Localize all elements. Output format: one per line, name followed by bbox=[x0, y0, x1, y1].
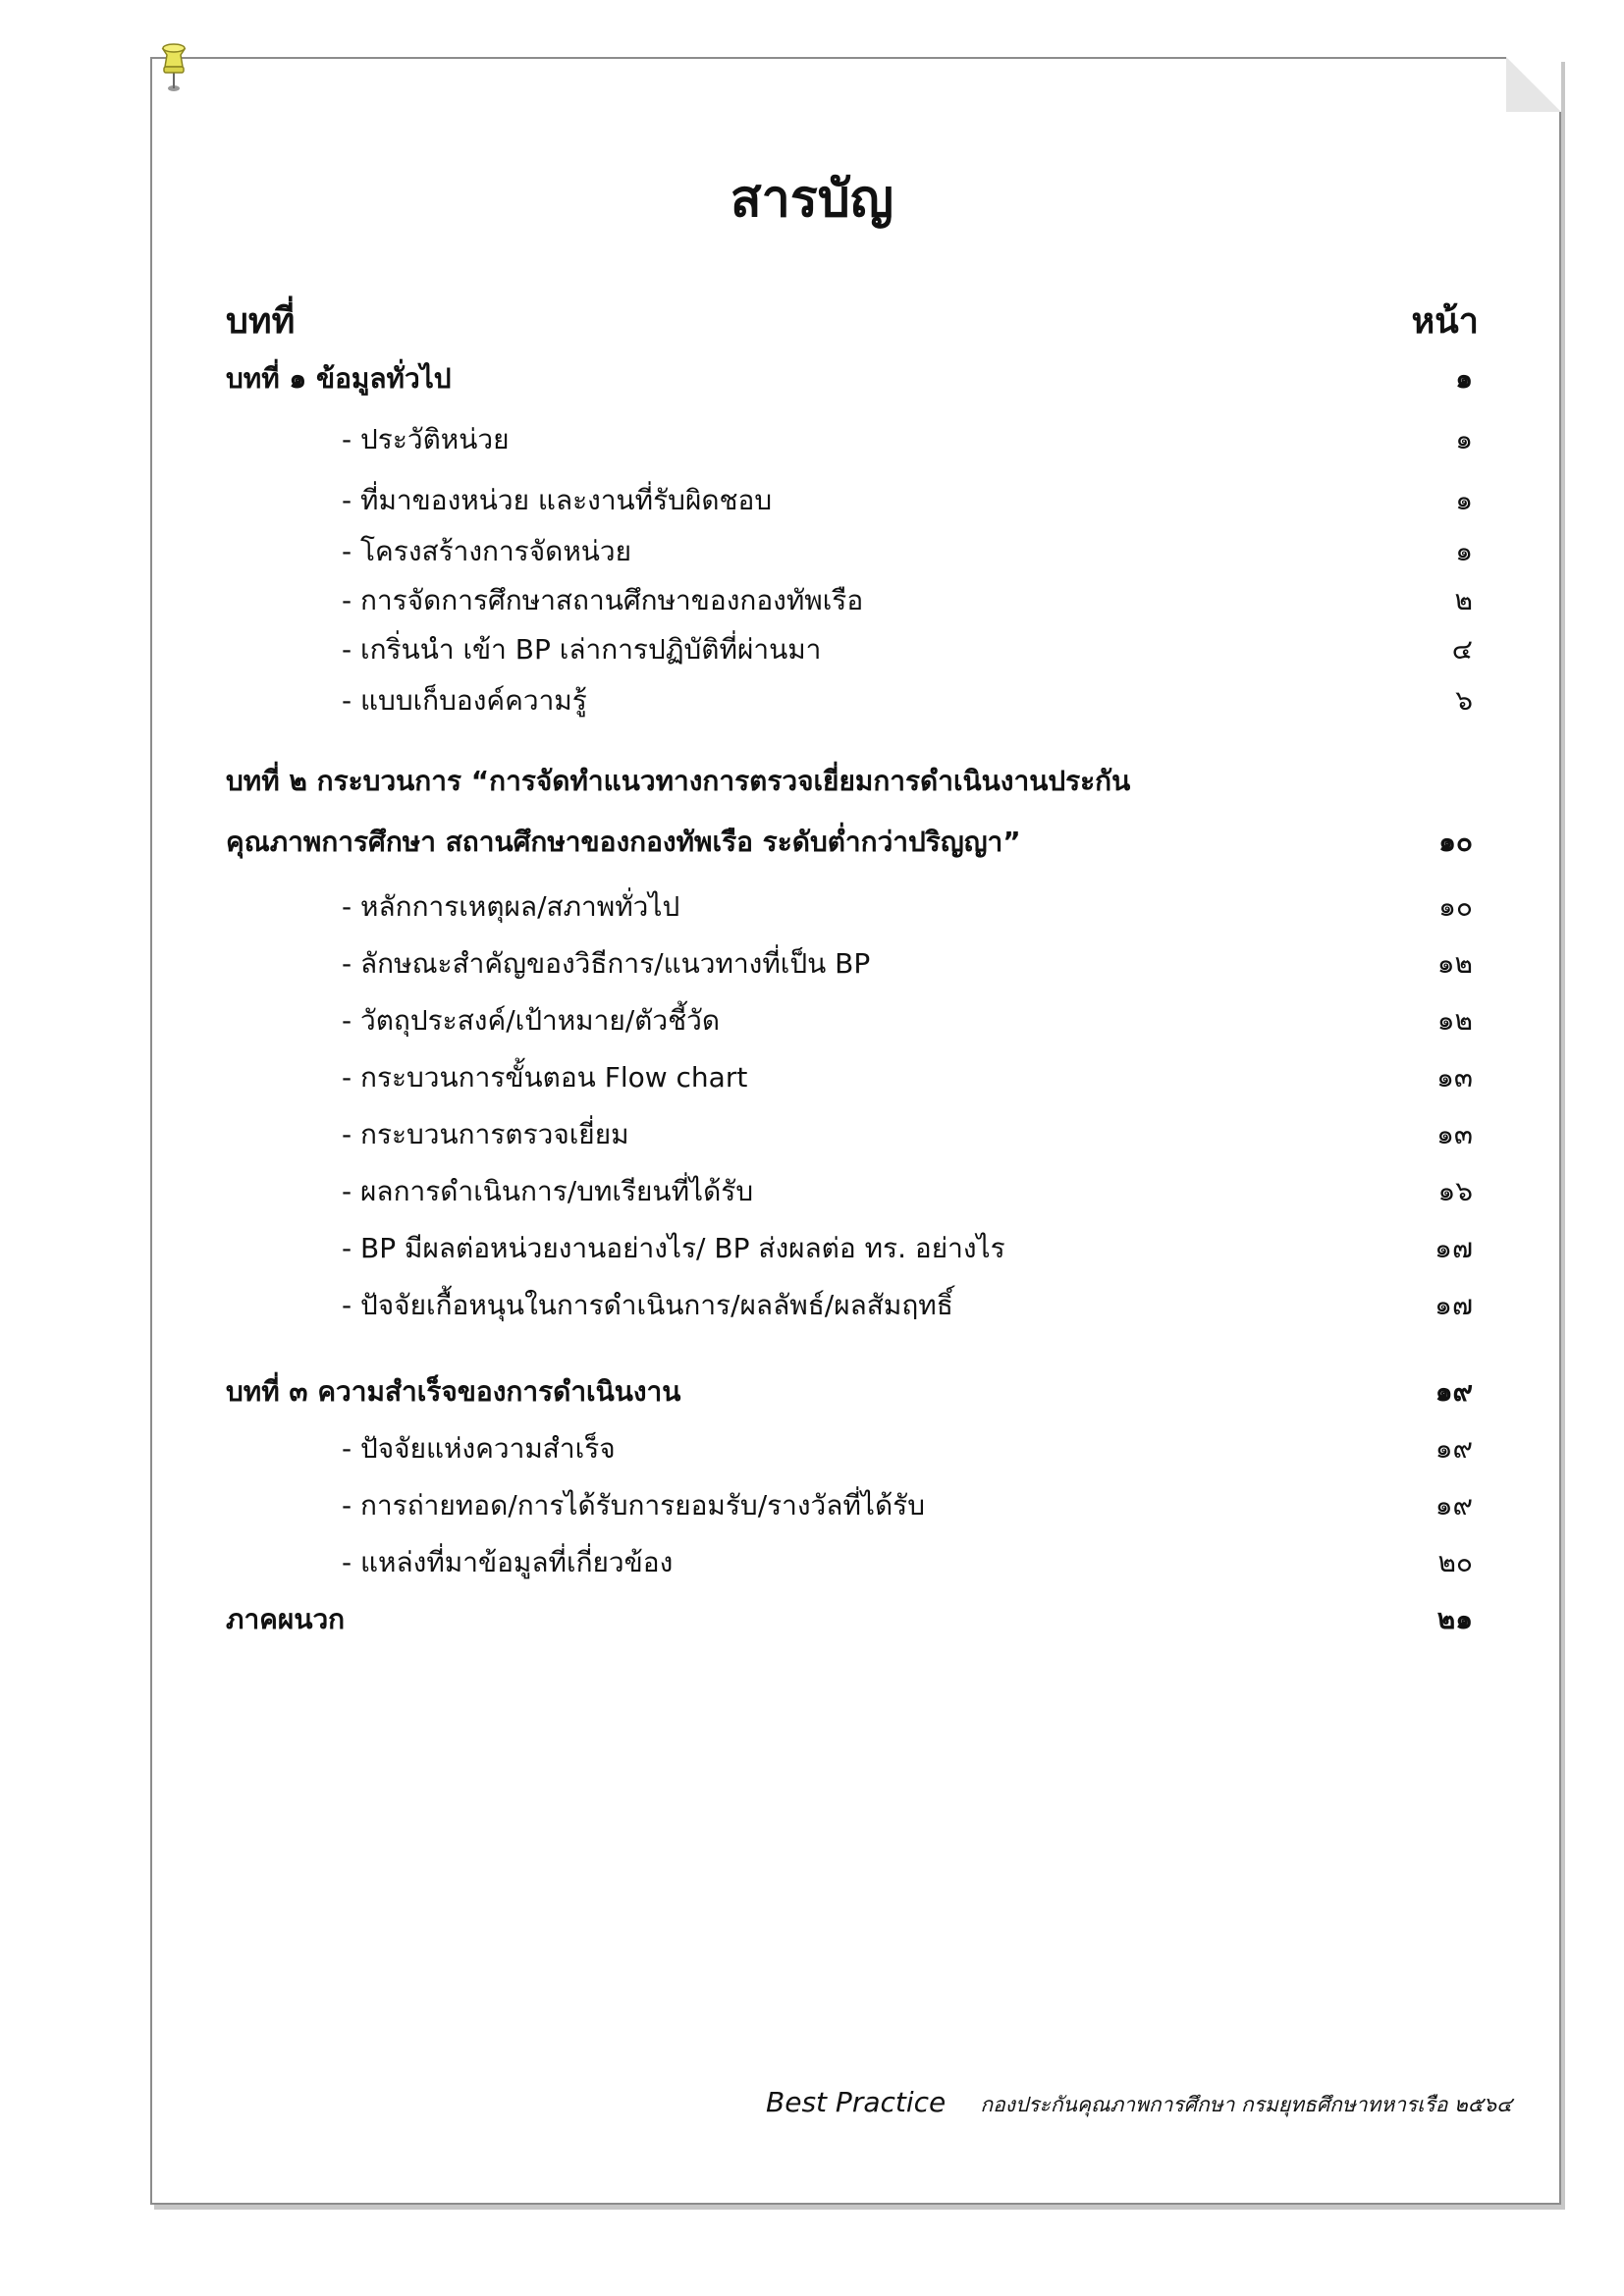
toc-entry-label: - BP มีผลต่อหน่วยงานอย่างไร/ BP ส่งผลต่อ ทร. อย่างไร bbox=[342, 1232, 1005, 1264]
toc-entry-page: ๑๓ bbox=[1436, 1061, 1473, 1094]
toc-entry-label: คุณภาพการศึกษา สถานศึกษาของกองทัพเรือ ระดับต่ำกว่าปริญญา” bbox=[226, 826, 1021, 858]
toc-entry-label: - หลักการเหตุผล/สภาพทั่วไป bbox=[342, 890, 680, 923]
toc-entry-page: ๑๐ bbox=[1438, 890, 1473, 923]
column-headers bbox=[226, 294, 1479, 349]
toc-entry bbox=[226, 760, 1473, 803]
toc-entry-label: - ประวัติหน่วย bbox=[342, 423, 510, 455]
toc-entry-page: ๑ bbox=[1455, 484, 1473, 516]
toc-entry-label: - โครงสร้างการจัดหน่วย bbox=[342, 535, 632, 567]
toc-entry-label: - ที่มาของหน่วย และงานที่รับผิดชอบ bbox=[342, 484, 773, 516]
page-title: สารบัญ bbox=[730, 170, 894, 229]
toc-entry-page: ๔ bbox=[1451, 633, 1473, 666]
toc-entry-page: ๑๙ bbox=[1435, 1432, 1473, 1465]
pushpin-icon bbox=[157, 41, 190, 94]
chapter-column-header: บทที่ bbox=[226, 301, 296, 342]
toc-entry-page: ๑๐ bbox=[1438, 826, 1473, 858]
toc-entry bbox=[226, 885, 1473, 929]
toc-entry-label: - วัตถุประสงค์/เป้าหมาย/ตัวชี้วัด bbox=[342, 1004, 720, 1037]
toc-entry bbox=[226, 821, 1473, 864]
toc-entry-page: ๒๐ bbox=[1437, 1546, 1473, 1578]
toc-entry-label: - ผลการดำเนินการ/บทเรียนที่ได้รับ bbox=[342, 1175, 754, 1207]
toc-entry bbox=[226, 357, 1473, 400]
toc-entry bbox=[226, 579, 1473, 622]
toc-entry-page: ๖ bbox=[1455, 684, 1473, 717]
footer-organization: กองประกันคุณภาพการศึกษา กรมยุทธศึกษาทหารเรือ ๒๕๖๔ bbox=[980, 2093, 1512, 2116]
toc-entry bbox=[226, 1541, 1473, 1584]
toc-entry-page: ๑๙ bbox=[1435, 1489, 1473, 1522]
footer-best-practice: Best Practice bbox=[766, 2086, 947, 2118]
toc-entry bbox=[226, 1598, 1473, 1641]
toc-entry-label: - การถ่ายทอด/การได้รับการยอมรับ/รางวัลที่ได้รับ bbox=[342, 1489, 925, 1522]
toc-entry-label: - แหล่งที่มาข้อมูลที่เกี่ยวข้อง bbox=[342, 1546, 674, 1578]
toc-entry bbox=[226, 1056, 1473, 1099]
toc-entry-label: - ปัจจัยเกื้อหนุนในการดำเนินการ/ผลลัพธ์/ผลสัมฤทธิ์ bbox=[342, 1289, 953, 1321]
toc-entry bbox=[226, 679, 1473, 722]
toc-entry-label: - การจัดการศึกษาสถานศึกษาของกองทัพเรือ bbox=[342, 584, 864, 616]
toc-entry-page: ๑ bbox=[1455, 535, 1473, 567]
toc-entry bbox=[226, 1113, 1473, 1156]
toc-entry-label: - แบบเก็บองค์ความรู้ bbox=[342, 684, 587, 717]
toc-entry-label: - ลักษณะสำคัญของวิธีการ/แนวทางที่เป็น BP bbox=[342, 947, 871, 980]
toc-entry-label: - กระบวนการขั้นตอน Flow chart bbox=[342, 1061, 748, 1094]
toc-entry-label: บทที่ ๓ ความสำเร็จของการดำเนินงาน bbox=[226, 1375, 681, 1408]
toc-entry-page: ๑๓ bbox=[1436, 1118, 1473, 1150]
toc-entry bbox=[226, 1170, 1473, 1213]
toc-entry-page: ๑๗ bbox=[1435, 1232, 1473, 1264]
toc-entry-page: ๑ bbox=[1455, 362, 1473, 395]
toc-entry-page: ๑๒ bbox=[1436, 1004, 1473, 1037]
toc-entry-label: บทที่ ๒ กระบวนการ “การจัดทำแนวทางการตรวจเยี่ยมการดำเนินงานประกัน bbox=[226, 765, 1131, 797]
toc-entry-label: ภาคผนวก bbox=[226, 1603, 346, 1635]
toc-entry bbox=[226, 1227, 1473, 1270]
toc-entry-page: ๑๗ bbox=[1435, 1289, 1473, 1321]
toc-entry bbox=[226, 999, 1473, 1042]
page-footer bbox=[0, 2086, 1512, 2121]
toc-entry-page: ๑๙ bbox=[1435, 1375, 1473, 1408]
toc-entry-label: - เกริ่นนำ เข้า BP เล่าการปฏิบัติที่ผ่านมา bbox=[342, 633, 822, 666]
toc-entry-page: ๒๑ bbox=[1436, 1603, 1473, 1635]
toc-entry-label: บทที่ ๑ ข้อมูลทั่วไป bbox=[226, 362, 452, 395]
toc-entry-page: ๑๒ bbox=[1436, 947, 1473, 980]
toc-entry-label: - กระบวนการตรวจเยี่ยม bbox=[342, 1118, 629, 1150]
toc-entry-page: ๑ bbox=[1455, 423, 1473, 455]
toc-entry-label: - ปัจจัยแห่งความสำเร็จ bbox=[342, 1432, 616, 1465]
toc-entry bbox=[226, 1284, 1473, 1327]
toc-entry bbox=[226, 418, 1473, 461]
page-column-header: หน้า bbox=[1411, 301, 1479, 342]
toc-entry bbox=[226, 530, 1473, 573]
toc-entry bbox=[226, 942, 1473, 986]
toc-entry-page: ๑๖ bbox=[1437, 1175, 1473, 1207]
toc-entry bbox=[226, 628, 1473, 671]
toc-entry-page: ๒ bbox=[1454, 584, 1473, 616]
toc-entry bbox=[226, 1427, 1473, 1470]
toc-entry bbox=[226, 479, 1473, 522]
page-curl-corner bbox=[1506, 57, 1561, 112]
toc-entry bbox=[226, 1370, 1473, 1414]
toc-entry bbox=[226, 1484, 1473, 1527]
